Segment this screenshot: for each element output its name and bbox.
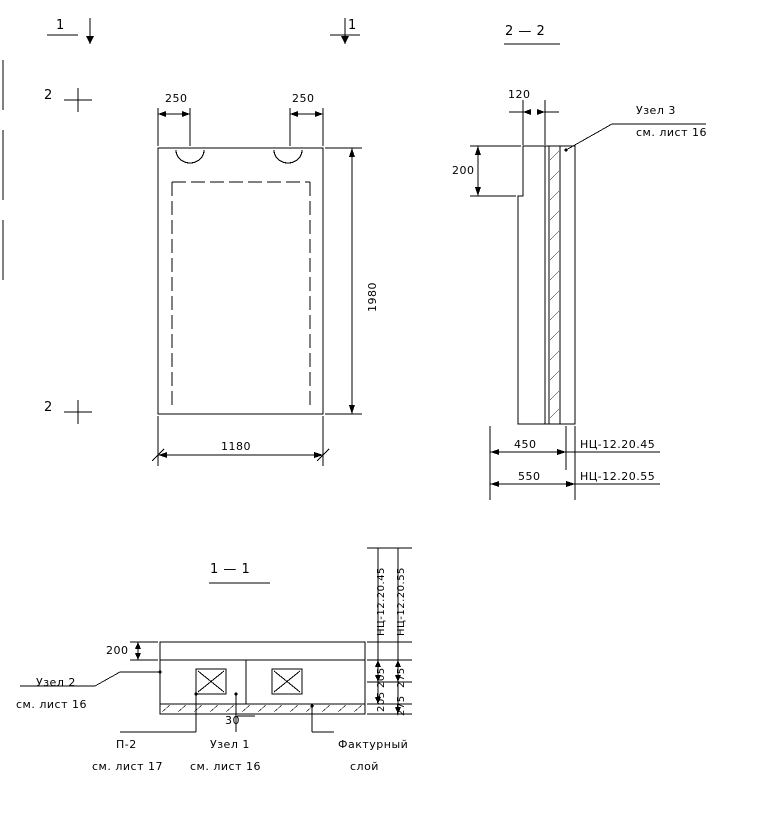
section-marker-2-lower: 2 xyxy=(44,400,53,415)
section-1-1-title: 1 — 1 xyxy=(210,562,251,577)
sec11-callout-node1-label: Узел 1 xyxy=(210,738,250,751)
sec22-code-nc-12-20-45: НЦ-12.20.45 xyxy=(580,438,656,451)
sec22-node3-sublabel: см. лист 16 xyxy=(636,126,707,139)
section-2-2-title: 2 — 2 xyxy=(505,24,546,39)
plan-dim-right-offset: 250 xyxy=(292,92,315,105)
sec22-dim-thickness-450: 450 xyxy=(514,438,537,451)
sec11-callout-node1-sublabel: см. лист 16 xyxy=(190,760,261,773)
sec22-dim-top-small: 120 xyxy=(508,88,531,101)
plan-dim-left-offset: 250 xyxy=(165,92,188,105)
sec11-callout-p2-label: П-2 xyxy=(116,738,137,751)
sec22-code-nc-12-20-55: НЦ-12.20.55 xyxy=(580,470,656,483)
sec11-dim-275-a: 275 xyxy=(396,667,407,688)
section-marker-2-upper: 2 xyxy=(44,88,53,103)
plan-dim-height: 1980 xyxy=(366,282,379,312)
section-marker-1-top-right: 1 xyxy=(348,18,357,33)
section-marker-1-top-left: 1 xyxy=(56,18,65,33)
sec11-code-vert-nc-12-20-45: НЦ-12.20.45 xyxy=(376,567,387,636)
sec11-dim-200: 200 xyxy=(106,644,129,657)
sec11-dim-205-b: 205 xyxy=(376,691,387,712)
sec11-dim-275-b: 275 xyxy=(396,695,407,716)
sec11-node2-label: Узел 2 xyxy=(36,676,76,689)
sec11-callout-p2-sublabel: см. лист 17 xyxy=(92,760,163,773)
plan-dim-width: 1180 xyxy=(221,440,251,453)
sec22-node3-label: Узел 3 xyxy=(636,104,676,117)
sec11-callout-layer-label: Фактурный xyxy=(338,738,409,751)
sec11-dim-205-a: 205 xyxy=(376,667,387,688)
sec22-dim-left-depth: 200 xyxy=(452,164,475,177)
sec11-code-vert-nc-12-20-55: НЦ-12.20.55 xyxy=(396,567,407,636)
sec11-node2-sublabel: см. лист 16 xyxy=(16,698,87,711)
sec11-dim-30: 30 xyxy=(225,714,240,727)
sec22-dim-thickness-550: 550 xyxy=(518,470,541,483)
sec11-callout-layer-sublabel: слой xyxy=(350,760,379,773)
